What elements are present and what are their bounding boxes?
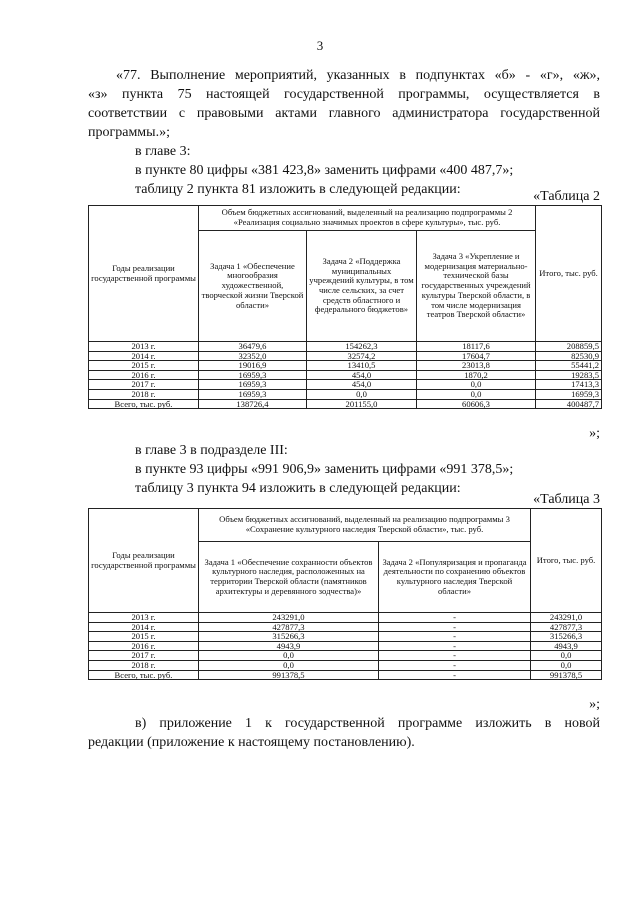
table3-task2-value: - [379,632,531,642]
chapter3-section-line: в главе 3 в подразделе III: [135,443,288,458]
table2-total-value: 17413,3 [536,380,602,390]
chapter3-line: в главе 3: [135,144,191,159]
table2-year: 2013 г. [89,342,199,352]
table-row [89,660,602,670]
table2-task3-value: 60606,3 [417,399,536,409]
final-line2: редакции (приложение к настоящему постановлению). [88,735,415,750]
table3-total-value: 427877,3 [531,622,602,632]
table-row [89,361,602,371]
table3-year: 2016 г. [89,641,199,651]
table3-task1-value: 0,0 [199,651,379,661]
table-row [89,670,602,680]
table2-task1-value: 16959,3 [199,389,307,399]
point93-line: в пункте 93 цифры «991 906,9» заменить цифрами «991 378,5»; [135,462,514,477]
table3-years-header: Годы реализации государственной программы [89,509,199,613]
table3-task2-value: - [379,651,531,661]
table3-total-header: Итого, тыс. руб. [531,509,602,613]
table2-year: 2017 г. [89,380,199,390]
table2-task1-value: 138726,4 [199,399,307,409]
table2-task3-value: 23013,8 [417,361,536,371]
table-row [89,651,602,661]
table2-year: 2014 г. [89,351,199,361]
table2-task2-value: 0,0 [307,389,417,399]
table3-year: 2013 г. [89,613,199,623]
table2-task3-header: Задача 3 «Укрепление и модернизация материально-технической базы государственных учреждений культуры Тверской области, в том числе модернизация театров Тверской области» [417,231,536,342]
table2-total-value: 400487,7 [536,399,602,409]
table2-total-value: 19283,5 [536,370,602,380]
table3-instruction: таблицу 3 пункта 94 изложить в следующей редакции: [135,481,461,496]
table-row [89,641,602,651]
table2-task1-value: 16959,3 [199,370,307,380]
table2-task1-value: 32352,0 [199,351,307,361]
para77-line4: программы.»; [88,125,170,140]
table2-task2-value: 454,0 [307,380,417,390]
table-row [89,613,602,623]
table2-task1-value: 16959,3 [199,380,307,390]
table-row [89,380,602,390]
table2-year: 2015 г. [89,361,199,371]
table3-year: 2014 г. [89,622,199,632]
table2-year: Всего, тыс. руб. [89,399,199,409]
table2-task2-value: 454,0 [307,370,417,380]
final-line1: в) приложение 1 к государственной программе изложить в новой [135,716,600,731]
para77-line2: «з» пункта 75 настоящей государственной программы, осуществляется в [88,87,600,102]
table2-task2-value: 154262,3 [307,342,417,352]
table-row [89,351,602,361]
table2 [88,205,602,409]
table3-total-value: 243291,0 [531,613,602,623]
table3-group-header: Объем бюджетных ассигнований, выделенный на реализацию подпрограммы 3 «Сохранение культурного наследия Тверской области», тыс. руб. [199,509,531,542]
table-row [89,622,602,632]
table3-year: 2018 г. [89,660,199,670]
page-number: 3 [316,38,324,53]
table2-year: 2016 г. [89,370,199,380]
table2-closing: »; [589,426,600,441]
table2-task2-header: Задача 2 «Поддержка муниципальных учреждений культуры, в том числе сельских, за счет средств областного и федерального бюджетов» [307,231,417,342]
table-row [89,370,602,380]
table2-total-value: 82530,9 [536,351,602,361]
para77-line3: соответствии с правовыми актами главного администратора государственной [88,106,600,121]
table-row [89,399,602,409]
table3-task1-header: Задача 1 «Обеспечение сохранности объектов культурного наследия, расположенных на территории Тверской области (памятников архитектуры и деревянного зодчества)» [199,542,379,613]
table3-task1-value: 315266,3 [199,632,379,642]
table3-task1-value: 0,0 [199,660,379,670]
table-row [89,389,602,399]
table3-closing: »; [589,697,600,712]
table3-total-value: 0,0 [531,660,602,670]
table3-task2-value: - [379,660,531,670]
table2-task3-value: 17604,7 [417,351,536,361]
table2-task3-value: 0,0 [417,389,536,399]
table2-total-value: 55441,2 [536,361,602,371]
table2-total-value: 208859,5 [536,342,602,352]
table3-task1-value: 991378,5 [199,670,379,680]
table3-task2-header: Задача 2 «Популяризация и пропаганда деятельности по сохранению объектов культурного наследия Тверской области» [379,542,531,613]
table-row [89,342,602,352]
table2-task1-header: Задача 1 «Обеспечение многообразия художественной, творческой жизни Тверской области» [199,231,307,342]
table3-task1-value: 427877,3 [199,622,379,632]
para77-line1: «77. Выполнение мероприятий, указанных в подпунктах «б» - «г», «ж», [116,68,600,83]
table3-caption: «Таблица 3 [533,492,600,507]
table3-year: 2015 г. [89,632,199,642]
table3-task2-value: - [379,613,531,623]
table2-total-header: Итого, тыс. руб. [536,206,602,342]
table3-total-value: 315266,3 [531,632,602,642]
table2-task2-value: 13410,5 [307,361,417,371]
table2-year: 2018 г. [89,389,199,399]
table2-task2-value: 32574,2 [307,351,417,361]
table2-task3-value: 18117,6 [417,342,536,352]
table3-task2-value: - [379,670,531,680]
table3-year: 2017 г. [89,651,199,661]
point80-line: в пункте 80 цифры «381 423,8» заменить цифрами «400 487,7»; [135,163,514,178]
table2-total-value: 16959,3 [536,389,602,399]
table2-task1-value: 19016,9 [199,361,307,371]
table3-task1-value: 243291,0 [199,613,379,623]
table3-total-value: 991378,5 [531,670,602,680]
table3-task2-value: - [379,641,531,651]
table3-task2-value: - [379,622,531,632]
table2-task3-value: 1870,2 [417,370,536,380]
table3-year: Всего, тыс. руб. [89,670,199,680]
table2-task1-value: 36479,6 [199,342,307,352]
table2-group-header: Объем бюджетных ассигнований, выделенный на реализацию подпрограммы 2 «Реализация социально значимых проектов в сфере культуры», тыс. руб. [199,206,536,231]
table2-instruction: таблицу 2 пункта 81 изложить в следующей редакции: [135,182,461,197]
table3 [88,508,602,680]
table2-task3-value: 0,0 [417,380,536,390]
table3-total-value: 0,0 [531,651,602,661]
table3-total-value: 4943,9 [531,641,602,651]
table2-caption: «Таблица 2 [533,189,600,204]
table2-years-header: Годы реализации государственной программы [89,206,199,342]
table2-task2-value: 201155,0 [307,399,417,409]
table3-task1-value: 4943,9 [199,641,379,651]
table-row [89,632,602,642]
